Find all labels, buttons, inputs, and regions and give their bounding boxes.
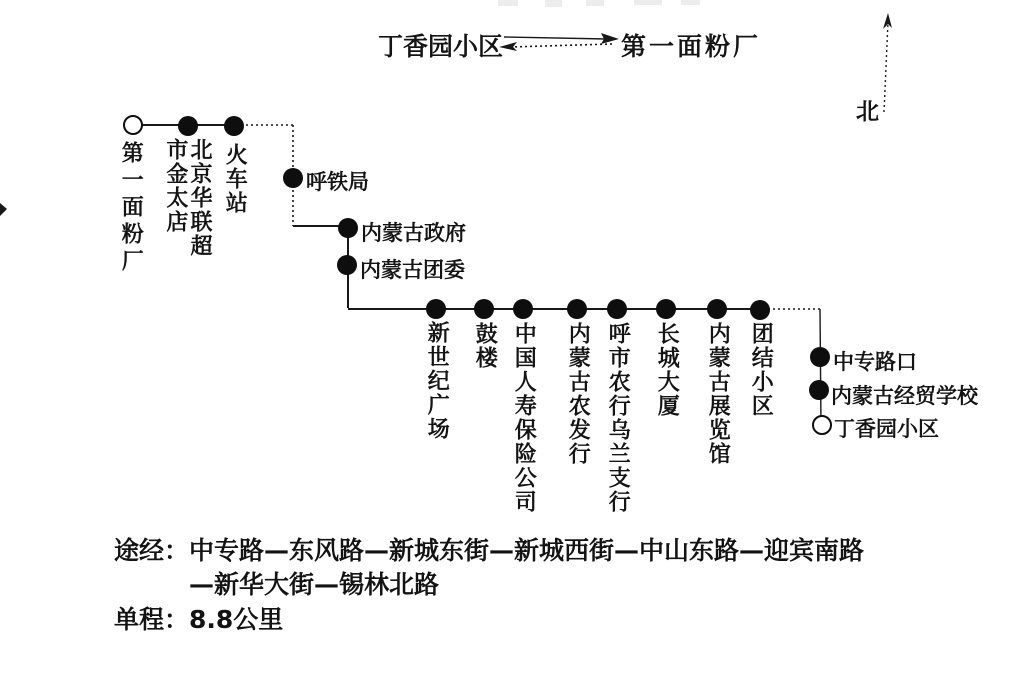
stop-label: 呼铁局 bbox=[306, 170, 369, 194]
stop-label: 呼市农行乌兰支行 bbox=[605, 322, 631, 514]
stop-label: 内蒙古政府 bbox=[361, 221, 466, 245]
north-label: 北 bbox=[856, 99, 879, 125]
via-label: 途经： bbox=[114, 536, 190, 565]
distance-value: 8.8公里 bbox=[189, 605, 284, 634]
stop-label: 中国人寿保险公司 bbox=[511, 322, 537, 514]
stop-label: 新世纪广场 bbox=[424, 321, 450, 441]
stop-label: 北京华联超市金太店 bbox=[162, 138, 212, 258]
stop-label: 内蒙古展览馆 bbox=[705, 322, 731, 466]
stop-label: 内蒙古经贸学校 bbox=[831, 384, 978, 408]
distance-line bbox=[114, 600, 283, 636]
stop-label: 内蒙古农发行 bbox=[565, 322, 591, 466]
stop-label: 丁香园小区 bbox=[834, 417, 939, 441]
title-terminal-right: 第一面粉厂 bbox=[621, 32, 762, 61]
title-terminal-left: 丁香园小区 bbox=[378, 32, 504, 61]
via-streets-1: 中专路—东风路—新城东街—新城西街—中山东路—迎宾南路 bbox=[189, 536, 865, 565]
via-line-1 bbox=[114, 531, 864, 567]
via-line-2: —新华大街—锡林北路 bbox=[189, 570, 440, 599]
stop-label: 团结小区 bbox=[748, 322, 774, 418]
stop-label: 内蒙古团委 bbox=[360, 258, 465, 282]
stop-label: 长城大厦 bbox=[654, 322, 680, 418]
stop-label: 火车站 bbox=[222, 143, 248, 215]
distance-label: 单程： bbox=[114, 605, 190, 634]
stop-label: 鼓楼 bbox=[472, 322, 498, 370]
stop-label: 第一面粉厂 bbox=[118, 141, 144, 276]
stop-label: 中专路口 bbox=[833, 350, 917, 374]
